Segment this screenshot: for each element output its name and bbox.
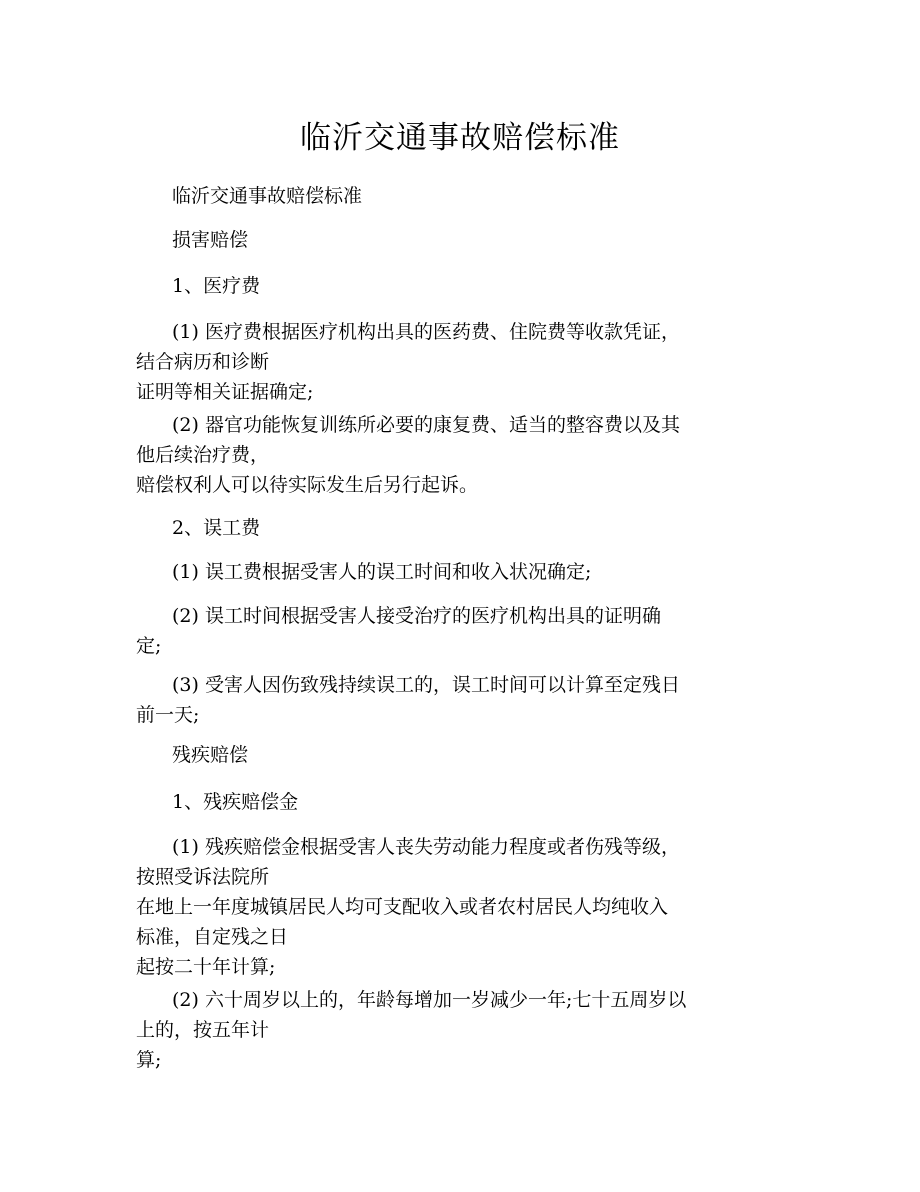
item-heading-lostwork xyxy=(136,513,772,543)
paragraph-lostwork-3 xyxy=(136,670,736,730)
item-heading-medical xyxy=(136,271,772,301)
paragraph-line: 上的，按五年计 xyxy=(136,1019,270,1041)
section-heading-disability-text: 残疾赔偿 xyxy=(172,744,249,766)
paragraph-line: 算; xyxy=(136,1049,162,1071)
paragraph-line: 标准，自定残之日 xyxy=(136,926,289,948)
paragraph-lostwork-2 xyxy=(136,601,736,661)
paragraph-disability-2 xyxy=(136,985,736,1075)
paragraph-line: (3) 受害人因伤致残持续误工的，误工时间可以计算至定残日 xyxy=(172,674,680,696)
paragraph-medical-2 xyxy=(136,410,736,500)
paragraph-line: 按照受诉法院所 xyxy=(136,866,270,888)
paragraph-line: (2) 器官功能恢复训练所必要的康复费、适当的整容费以及其 xyxy=(172,414,680,436)
paragraph-line: (1) 残疾赔偿金根据受害人丧失劳动能力程度或者伤残等级， xyxy=(172,836,680,858)
paragraph-line: 赔偿权利人可以待实际发生后另行起诉。 xyxy=(136,474,479,496)
item-heading-medical-text: 1、医疗费 xyxy=(172,275,261,297)
paragraph-disability-1 xyxy=(136,832,736,982)
item-heading-lostwork-text: 2、误工费 xyxy=(172,517,261,539)
paragraph-line: (1) 医疗费根据医疗机构出具的医药费、住院费等收款凭证， xyxy=(172,321,680,343)
paragraph-line: 在地上一年度城镇居民人均可支配收入或者农村居民人均纯收入 xyxy=(136,896,669,918)
section-heading-damage-text: 损害赔偿 xyxy=(172,229,249,251)
subtitle xyxy=(136,181,772,211)
paragraph-line: (2) 误工时间根据受害人接受治疗的医疗机构出具的证明确 xyxy=(172,605,661,627)
paragraph-lostwork-1 xyxy=(136,557,772,587)
paragraph-medical-1 xyxy=(136,317,736,407)
section-heading-damage xyxy=(136,225,772,255)
document-title: 临沂交通事故赔偿标准 xyxy=(300,120,620,156)
paragraph-line: 结合病历和诊断 xyxy=(136,351,270,373)
paragraph-line: (1) 误工费根据受害人的误工时间和收入状况确定; xyxy=(172,561,592,583)
item-heading-disability-comp-text: 1、残疾赔偿金 xyxy=(172,791,299,813)
paragraph-line: 定; xyxy=(136,635,162,657)
paragraph-line: 证明等相关证据确定; xyxy=(136,381,314,403)
item-heading-disability-comp xyxy=(136,787,772,817)
paragraph-line: (2) 六十周岁以上的，年龄每增加一岁减少一年;七十五周岁以 xyxy=(172,989,687,1011)
paragraph-line: 前一天; xyxy=(136,704,200,726)
paragraph-line: 他后续治疗费， xyxy=(136,444,270,466)
subtitle-text: 临沂交通事故赔偿标准 xyxy=(172,185,363,207)
paragraph-line: 起按二十年计算; xyxy=(136,956,276,978)
section-heading-disability xyxy=(136,740,772,770)
